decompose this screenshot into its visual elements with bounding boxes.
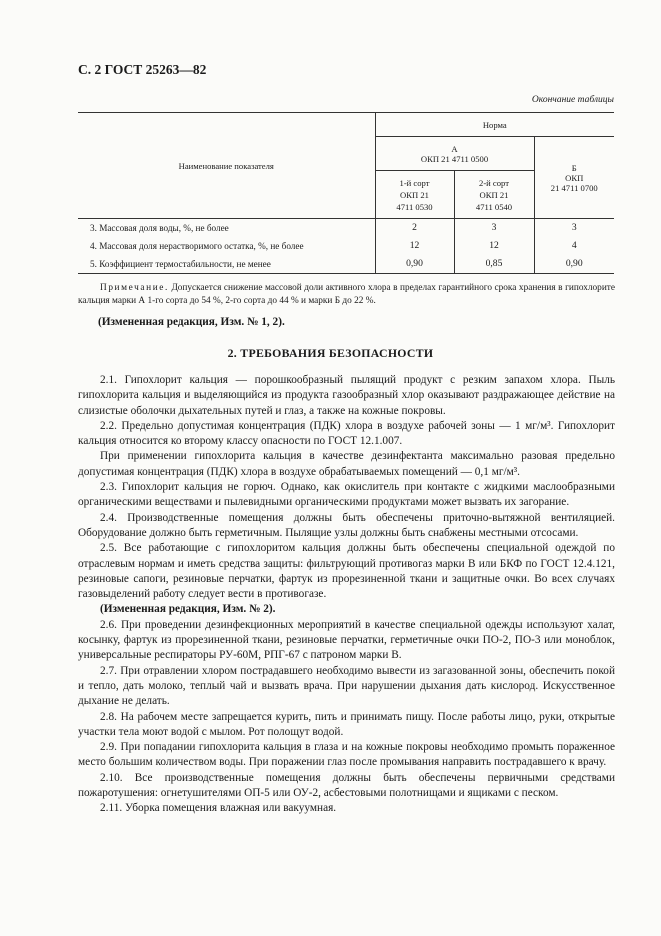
section-title: 2. ТРЕБОВАНИЯ БЕЗОПАСНОСТИ [227,346,434,360]
section-body [78,373,615,817]
norms-table [78,112,614,274]
note-label: Примечание. [100,283,169,293]
cell-a2: 0,85 [454,255,534,274]
grade-a1-header [375,171,454,219]
row-name: 3. Массовая доля воды, %, не более [90,222,229,233]
paragraph-2-4: 2.4. Производственные помещения должны быть обеспечены приточно-вытяжной вентиляцией. Оборудование должно быть герметичным. Пылящие узлы должны быть снабжены местными отсосами. [78,511,615,539]
table-note [78,282,615,307]
page-header: С. 2 ГОСТ 25263—82 [78,62,207,77]
col-header-indicator: Наименование показателя [78,113,375,219]
note-text: Допускается снижение массовой доли активного хлора в пределах гарантийного срока хранения в гипохлорите кальция марки А 1-го сорта до 54 %, 2-го сорта до 44 % и марки Б до 22 %. [78,283,616,306]
paragraph-2-3: 2.3. Гипохлорит кальция не горюч. Однако, как окислитель при контакте с жидкими маслообразными органическими веществами и пылевидными органическими продуктами может вызвать их загорание. [78,481,615,509]
cell-b: 0,90 [534,255,614,274]
grade-a1-okp1: ОКП 21 [400,189,429,200]
paragraph-2-7: 2.7. При отравлении хлором пострадавшего необходимо вывести из загазованной зоны, обеспечить покой и тепло, дать молоко, теплый чай и вызвать врача. При нарушении дыхания дать кислород. Искусственное дыхание не делать. [78,664,615,708]
grade-a-header [375,137,534,171]
cell-a1: 12 [375,237,454,255]
amendment-note-2: (Измененная редакция, Изм. № 2). [100,603,276,616]
paragraph-2-6: 2.6. При проведении дезинфекционных мероприятий в качестве специальной одежды используют халат, косынку, фартук из прорезиненной ткани, резиновые перчатки, герметичные очки ПО-2, ПО-3 или моноблок, универсальные респираторы РУ-60М, РПГ-67 с патроном марки В. [78,618,615,662]
table-caption: Окончание таблицы [531,95,614,105]
cell-a2: 12 [454,237,534,255]
table-row [78,255,614,274]
grade-a1-okp2: 4711 0530 [396,201,433,212]
paragraph-2-5: 2.5. Все работающие с гипохлоритом кальция должны быть обеспечены специальной одеждой по отраслевым нормам и иметь средства защиты: фильтрующий противогаз марки В или БКФ по ГОСТ 12.4.121, резиновые сапоги, резиновые перчатки, фартук из прорезиненной ткани и защитные очки. Во всех случаях газовыделений работу следует вести в противогазе. [78,542,615,601]
paragraph-2-9: 2.9. При попадании гипохлорита кальция в глаза и на кожные покровы необходимо промыть пораженное место большим количеством воды. При поражении глаз после промывания направить пострадавшего к врачу. [78,741,615,769]
paragraph-2-2-cont: При применении гипохлорита кальция в качестве дезинфектанта максимально разовая предельно допустимая концентрация (ПДК) хлора в воздухе обрабатываемых помещений — 0,1 мг/м³. [78,450,615,478]
grade-a1-sort: 1-й сорт [399,177,430,188]
grade-b-header [534,137,614,219]
grade-a-label: А [451,143,458,154]
col-header-norm: Норма [375,113,614,137]
table-row [78,219,614,237]
cell-b: 3 [534,219,614,237]
grade-a2-okp2: 4711 0540 [475,201,513,212]
paragraph-2-10: 2.10. Все производственные помещения должны быть обеспечены первичными средствами пожаротушения: огнетушителями ОП-5 или ОУ-2, асбестовыми полотнищами и ящиками с песком. [78,771,615,800]
paragraph-2-1: 2.1. Гипохлорит кальция — порошкообразный пылящий продукт с резким запахом хлора. Пыль гипохлорита кальция и выделяющийся из продукта газообразный хлор оказывают раздражающее действие на слизистые оболочки дыхательных путей и глаз, а также на кожные покровы. [78,374,615,417]
grade-b-label: Б [571,162,577,173]
cell-a1: 2 [375,219,454,237]
grade-b-okp2: 21 4711 0700 [550,182,598,193]
paragraph-2-8: 2.8. На рабочем месте запрещается курить, пить и принимать пищу. После работы лицо, руки, открытые участки тела моют водой с мылом. Рот полощут водой. [78,710,615,738]
grade-b-okp1: ОКП [565,172,584,183]
table-row [78,237,614,255]
cell-a2: 3 [454,219,534,237]
row-name: 4. Массовая доля нерастворимого остатка, %, не более [90,240,304,251]
paragraph-2-11: 2.11. Уборка помещения влажная или вакуумная. [100,802,337,815]
row-name: 5. Коэффициент термостабильности, не менее [78,255,375,274]
grade-a2-sort: 2-й сорт [479,177,509,188]
amendment-note-1: (Измененная редакция, Изм. № 1, 2). [98,316,285,328]
cell-b: 4 [534,237,614,255]
cell-a1: 0,90 [375,255,454,274]
paragraph-2-2: 2.2. Предельно допустимая концентрация (ПДК) хлора в воздухе рабочей зоны — 1 мг/м³. Гипохлорит кальция относится ко второму классу опасности по ГОСТ 12.1.007. [78,419,615,448]
grade-a-okp: ОКП 21 4711 0500 [420,153,489,164]
grade-a2-header [454,171,534,219]
grade-a2-okp1: ОКП 21 [479,189,509,200]
